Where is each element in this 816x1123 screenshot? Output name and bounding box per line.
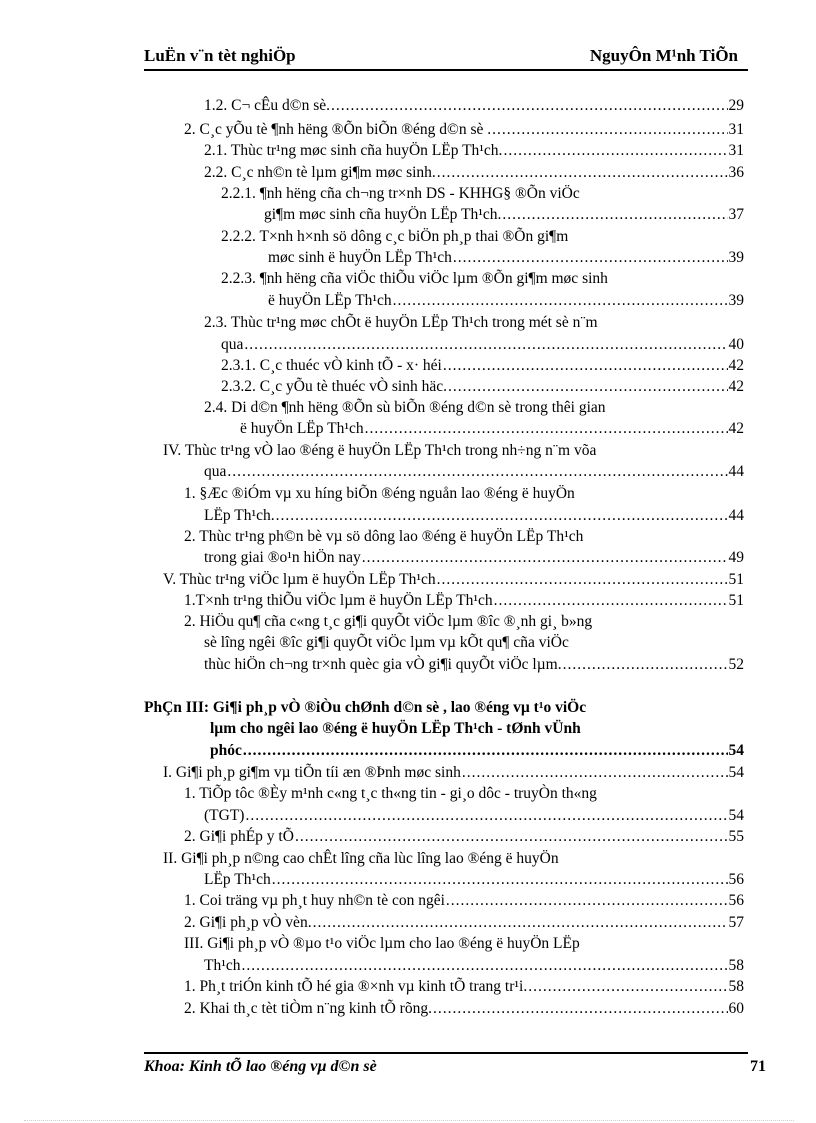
footer-rule	[144, 1052, 748, 1054]
toc-entry: qua ..... 40	[221, 336, 744, 354]
toc-entry: 1. TiÕp tôc ®Èy m¹nh c«ng t¸c th«ng tin - gi¸o dôc - truyÒn th«ng	[184, 785, 597, 802]
toc-entry: 1.T×nh tr¹ng thiÕu viÖc lµm ë huyÖn LËp Th¹ch ..... 51	[184, 592, 744, 610]
toc-entry: gi¶m møc sinh cña huyÖn LËp Th¹ch. ..... 37	[264, 206, 744, 224]
toc-entry: II. Gi¶i ph¸p n©ng cao chÊt lîng cña lùc lîng lao ®éng ë huyÖn	[163, 850, 559, 867]
toc-entry: 1. Ph¸t triÓn kinh tÕ hé gia ®×nh vµ kinh tÕ trang tr¹i. ..... 58	[184, 978, 744, 996]
toc-part-heading: phóc ..... 54	[210, 742, 744, 760]
toc-entry: thùc hiÖn ch¬ng tr×nh quèc gia vÒ gi¶i quyÕt viÖc lµm. ..... 52	[204, 656, 744, 674]
toc-entry: sè lîng ngêi ®îc gi¶i quyÕt viÖc lµm vµ kÕt qu¶ cña viÖc	[204, 634, 569, 651]
toc-entry: 2. Thùc tr¹ng ph©n bè vµ sö dông lao ®éng ë huyÖn LËp Th¹ch	[184, 528, 584, 545]
toc-entry: trong giai ®o¹n hiÖn nay ..... 49	[204, 549, 744, 567]
toc-entry: 2.4. Di d©n ¶nh hëng ®Õn sù biÕn ®éng d©n sè trong thêi gian	[204, 399, 606, 416]
toc-part-heading: lµm cho ngêi lao ®éng ë huyÖn LËp Th¹ch - tØnh vÜnh	[210, 720, 581, 737]
page-number: 71	[750, 1058, 766, 1075]
toc-entry: 2.3. Thùc tr¹ng møc chÕt ë huyÖn LËp Th¹ch trong mét sè n¨m	[204, 314, 598, 331]
toc-entry: I. Gi¶i ph¸p gi¶m vµ tiÕn tíi æn ®Þnh møc sinh ..... 54	[163, 764, 744, 782]
toc-entry: V. Thùc tr¹ng viÖc lµm ë huyÖn LËp Th¹ch ..... 51	[163, 571, 744, 589]
toc-entry: ë huyÖn LËp Th¹ch ..... 39	[268, 292, 744, 310]
toc-entry: 1. Coi träng vµ ph¸t huy nh©n tè con ngêi ..... 56	[184, 892, 744, 910]
toc-entry: 2. C¸c yÕu tè ¶nh hëng ®Õn biÕn ®éng d©n sè . ..... 31	[184, 121, 744, 139]
toc-entry: 1.2. C¬ cÊu d©n sè. ..... 29	[204, 97, 744, 115]
toc-entry: 2. Khai th¸c tèt tiÒm n¨ng kinh tÕ rõng. ..... 60	[184, 1000, 744, 1018]
toc-entry: 2. HiÖu qu¶ cña c«ng t¸c gi¶i quyÕt viÖc lµm ®îc ®¸nh gi¸ b»ng	[184, 613, 593, 630]
toc-entry: 2.3.1. C¸c thuéc vÒ kinh tÕ - x· héi ..... 42	[221, 357, 744, 375]
toc-entry: 2.2.2. T×nh h×nh sö dông c¸c biÖn ph¸p thai ®Õn gi¶m	[221, 228, 569, 245]
toc-entry: 1. §Æc ®iÓm vµ xu híng biÕn ®éng nguån lao ®éng ë huyÖn	[184, 485, 575, 502]
toc-entry: 2. Gi¶i ph¸p vÒ vèn. ..... 57	[184, 914, 744, 932]
toc-entry: LËp Th¹ch ..... 56	[204, 871, 744, 889]
toc-entry: 2.2.1. ¶nh hëng cña ch¬ng tr×nh DS - KHHG§ ®Õn viÖc	[221, 185, 580, 202]
toc-entry: Th¹ch ..... 58	[204, 957, 744, 975]
toc-entry: IV. Thùc tr¹ng vÒ lao ®éng ë huyÖn LËp Th¹ch trong nh÷ng n¨m võa	[163, 442, 597, 459]
toc-entry: 2.1. Thùc tr¹ng møc sinh cña huyÖn LËp Th¹ch. ..... 31	[204, 142, 744, 160]
toc-entry: ë huyÖn LËp Th¹ch ..... 42	[240, 420, 744, 438]
toc-entry: LËp Th¹ch. ..... 44	[204, 507, 744, 525]
toc-entry: III. Gi¶i ph¸p vÒ ®µo t¹o viÖc lµm cho lao ®éng ë huyÖn LËp	[184, 935, 580, 952]
footer-faculty-label: Khoa: Kinh tÕ lao ®éng vµ d©n sè	[144, 1058, 377, 1075]
toc-part-heading: PhÇn III: Gi¶i ph¸p vÒ ®iÒu chØnh d©n sè , lao ®éng vµ t¹o viÖc	[144, 699, 587, 716]
toc-entry: (TGT) ..... 54	[204, 807, 744, 825]
bottom-dotted-border	[24, 1120, 794, 1121]
page-footer	[144, 1058, 766, 1080]
header-thesis-label: LuËn v¨n tèt nghiÖp	[144, 46, 296, 65]
toc-entry: møc sinh ë huyÖn LËp Th¹ch ..... 39	[268, 249, 744, 267]
toc-entry: 2.2. C¸c nh©n tè lµm gi¶m møc sinh. ..... 36	[204, 164, 744, 182]
toc-entry: qua ..... 44	[204, 463, 744, 481]
toc-entry: 2. Gi¶i phÉp y tÕ ..... 55	[184, 828, 744, 846]
toc-entry: 2.3.2. C¸c yÕu tè thuéc vÒ sinh häc. ..... 42	[221, 378, 744, 396]
header-author-name: NguyÔn M¹nh TiÕn	[589, 46, 738, 65]
toc-entry: 2.2.3. ¶nh hëng cña viÖc thiÕu viÖc lµm ®Õn gi¶m møc sinh	[221, 270, 608, 287]
